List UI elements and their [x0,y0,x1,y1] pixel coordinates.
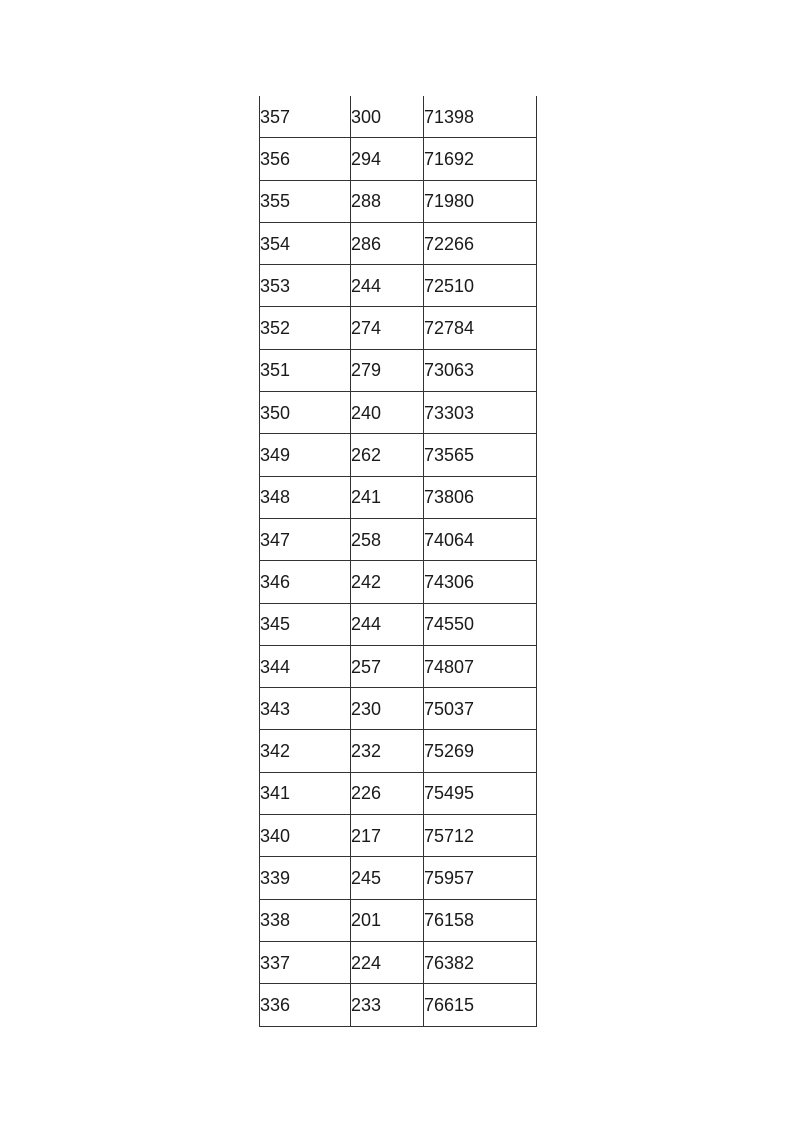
count-cell: 230 [351,688,424,730]
count-cell: 233 [351,984,424,1026]
score-cell: 342 [260,730,351,772]
score-cell: 352 [260,307,351,349]
cumulative-cell: 75957 [424,857,537,899]
cumulative-cell: 74064 [424,518,537,560]
table-row [260,434,537,476]
score-cell: 354 [260,222,351,264]
cumulative-cell: 73565 [424,434,537,476]
table-row [260,222,537,264]
cumulative-cell: 76615 [424,984,537,1026]
cumulative-cell: 71980 [424,180,537,222]
score-cell: 355 [260,180,351,222]
count-cell: 279 [351,349,424,391]
cumulative-cell: 74550 [424,603,537,645]
cumulative-cell: 73806 [424,476,537,518]
cumulative-cell: 74807 [424,645,537,687]
score-cell: 339 [260,857,351,899]
score-cell: 338 [260,899,351,941]
count-cell: 294 [351,138,424,180]
cumulative-cell: 72784 [424,307,537,349]
score-cell: 349 [260,434,351,476]
cumulative-cell: 75269 [424,730,537,772]
score-cell: 350 [260,392,351,434]
table-row [260,180,537,222]
count-cell: 257 [351,645,424,687]
table-row [260,645,537,687]
cumulative-cell: 71692 [424,138,537,180]
table-row [260,518,537,560]
count-cell: 262 [351,434,424,476]
table-row [260,730,537,772]
score-cell: 348 [260,476,351,518]
table-row [260,96,537,138]
count-cell: 288 [351,180,424,222]
score-cell: 357 [260,96,351,138]
table-row [260,349,537,391]
cumulative-cell: 76382 [424,941,537,983]
table-row [260,688,537,730]
count-cell: 201 [351,899,424,941]
score-cell: 347 [260,518,351,560]
cumulative-cell: 76158 [424,899,537,941]
score-cell: 341 [260,772,351,814]
cumulative-cell: 73063 [424,349,537,391]
count-cell: 274 [351,307,424,349]
count-cell: 224 [351,941,424,983]
count-cell: 241 [351,476,424,518]
score-cell: 346 [260,561,351,603]
cumulative-cell: 71398 [424,96,537,138]
count-cell: 244 [351,603,424,645]
score-cell: 345 [260,603,351,645]
table-row [260,561,537,603]
table-row [260,392,537,434]
cumulative-cell: 75037 [424,688,537,730]
table-row [260,603,537,645]
score-cell: 344 [260,645,351,687]
table-row [260,941,537,983]
score-cell: 353 [260,265,351,307]
score-cell: 337 [260,941,351,983]
cumulative-cell: 72510 [424,265,537,307]
table-row [260,984,537,1026]
table-row [260,476,537,518]
count-cell: 244 [351,265,424,307]
cumulative-cell: 73303 [424,392,537,434]
cumulative-cell: 72266 [424,222,537,264]
score-cell: 340 [260,815,351,857]
table-row [260,138,537,180]
table-row [260,772,537,814]
score-cell: 343 [260,688,351,730]
score-table [259,96,537,1027]
table-row [260,857,537,899]
count-cell: 286 [351,222,424,264]
count-cell: 245 [351,857,424,899]
score-cell: 336 [260,984,351,1026]
cumulative-cell: 74306 [424,561,537,603]
score-cell: 356 [260,138,351,180]
score-cell: 351 [260,349,351,391]
table-row [260,307,537,349]
table-body [260,96,537,1026]
count-cell: 232 [351,730,424,772]
count-cell: 226 [351,772,424,814]
count-cell: 300 [351,96,424,138]
table-row [260,265,537,307]
count-cell: 240 [351,392,424,434]
table-row [260,815,537,857]
count-cell: 217 [351,815,424,857]
cumulative-cell: 75712 [424,815,537,857]
table-row [260,899,537,941]
count-cell: 242 [351,561,424,603]
cumulative-cell: 75495 [424,772,537,814]
count-cell: 258 [351,518,424,560]
